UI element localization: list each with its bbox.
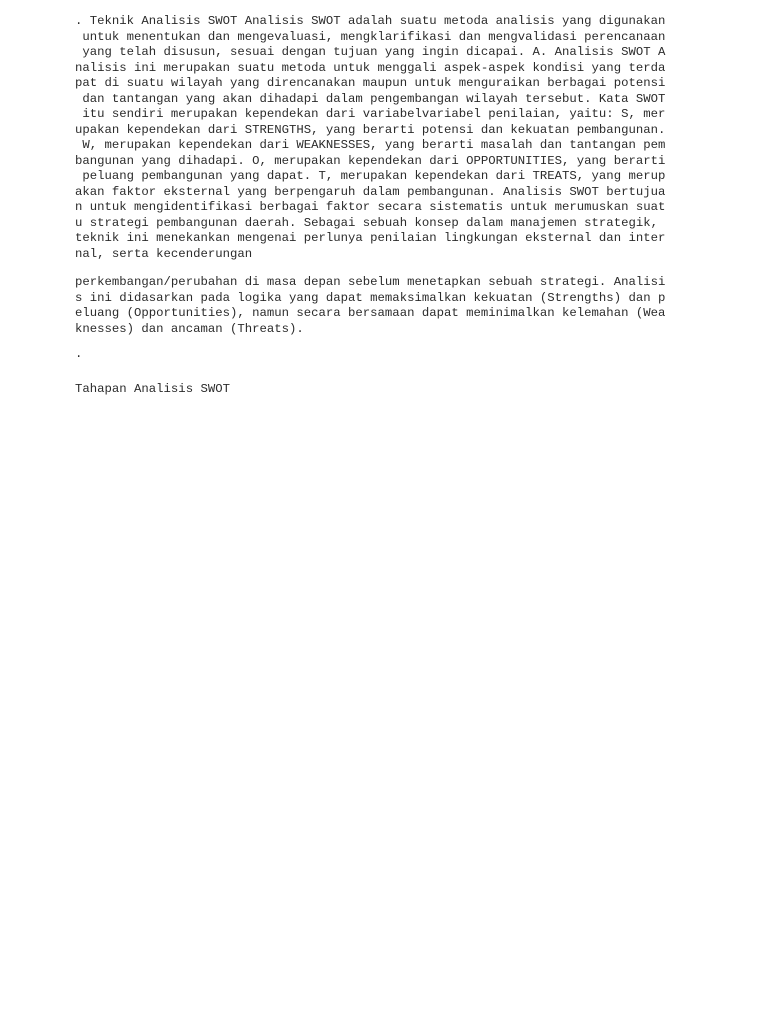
paragraph-swot-definition: . Teknik Analisis SWOT Analisis SWOT adalah suatu metoda analisis yang digunakan untuk menentukan dan mengevaluasi, mengklarifikasi dan mengvalidasi perencanaan yang telah disusun, sesuai dengan tujuan yang ingin dicapai. A. Analisis SWOT A nalisis ini merupakan suatu metoda untuk menggali aspek-aspek kondisi yang terda pat di suatu wilayah yang direncanakan maupun untuk menguraikan berbagai potensi dan tantangan yang akan dihadapi dalam pengembangan wilayah tersebut. Kata SWOT itu sendiri merupakan kependekan dari variabelvariabel penilaian, yaitu: S, mer upakan kependekan dari STRENGTHS, yang berarti potensi dan kekuatan pembangunan. W, merupakan kependekan dari WEAKNESSES, yang berarti masalah dan tantangan pem bangunan yang dihadapi. O, merupakan kependekan dari OPPORTUNITIES, yang berarti peluang pembangunan yang dapat. T, merupakan kependekan dari TREATS, yang merup akan faktor eksternal yang berpengaruh dalam pembangunan. Analisis SWOT bertujua n untuk mengidentifikasi berbagai faktor secara sistematis untuk merumuskan suat u strategi pembangunan daerah. Sebagai sebuah konsep dalam manajemen strategik, teknik ini menekankan mengenai perlunya penilaian lingkungan eksternal dan inter nal, serta kecenderungan — [75, 14, 666, 261]
section-heading-tahapan: Tahapan Analisis SWOT — [75, 382, 230, 396]
bullet-dot: . — [75, 347, 83, 361]
paragraph-swot-logic: perkembangan/perubahan di masa depan sebelum menetapkan sebuah strategi. Analisi s ini didasarkan pada logika yang dapat memaksimalkan kekuatan (Strengths) dan p eluang (Opportunities), namun secara bersamaan dapat meminimalkan kelemahan (Wea knesses) dan ancaman (Threats). — [75, 275, 666, 336]
